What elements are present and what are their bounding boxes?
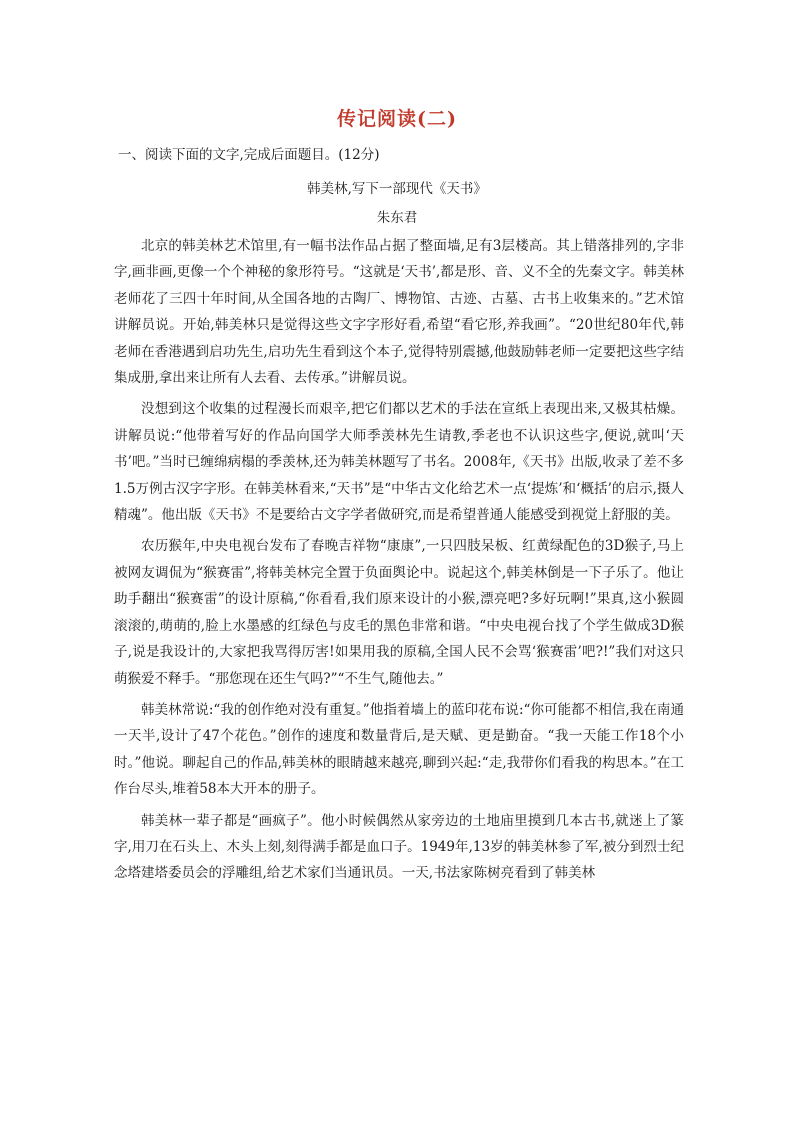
paragraph: 北京的韩美林艺术馆里,有一幅书法作品占据了整面墙,足有3层楼高。其上错落排列的,字非字,画非画,更像一个个神秘的象形符号。“这就是‘天书’,都是形、音、义不全的先秦文字。韩美林老师花了三四十年时间,从全国各地的古陶厂、博物馆、古迹、古墓、古书上收集来的。”艺术馆讲解员说。开始,韩美林只是觉得这些文字字形好看,希望“看它形,养我画”。“20世纪80年代,韩老师在香港遇到启功先生,启功先生看到这个本子,觉得特别震撼,他鼓励韩老师一定要把这些字结集成册,拿出来让所有人去看、去传承。”讲解员说。 [114, 238, 684, 387]
question-prompt: 一、阅读下面的文字,完成后面题目。(12分) [118, 147, 380, 163]
article-body [114, 233, 684, 892]
paragraph: 韩美林一辈子都是“画疯子”。他小时候偶然从家旁边的土地庙里摸到几本古书,就迷上了篆字,用刀在石头上、木头上刻,刻得满手都是血口子。1949年,13岁的韩美林参了军,被分到烈士纪念塔建塔委员会的浮雕组,给艺术家们当通讯员。一天,书法家陈树亮看到了韩美林 [114, 812, 684, 882]
page-title: 传记阅读(二) [337, 108, 457, 130]
article-author: 朱东君 [376, 210, 418, 226]
paragraph: 韩美林常说:“我的创作绝对没有重复。”他指着墙上的蓝印花布说:“你可能都不相信,我在南通一天半,设计了47个花色。”创作的速度和数量背后,是天赋、更是勤奋。“我一天能工作18个小时。”他说。聊起自己的作品,韩美林的眼睛越来越亮,聊到兴起:“走,我带你们看我的构思本。”在工作台尽头,堆着58本大开本的册子。 [114, 701, 684, 798]
paragraph: 没想到这个收集的过程漫长而艰辛,把它们都以艺术的手法在宣纸上表现出来,又极其枯燥。讲解员说:“他带着写好的作品向国学大师季羡林先生请教,季老也不认识这些字,便说,就叫‘天书’吧。”当时已缠绵病榻的季羡林,还为韩美林题写了书名。2008年,《天书》出版,收录了差不多1.5万例古汉字字形。在韩美林看来,“天书”是“中华古文化给艺术一点‘提炼’和‘概括’的启示,摄人精魂”。他出版《天书》不是要给古文字学者做研究,而是希望普通人能感受到视觉上舒服的美。 [114, 401, 684, 524]
paragraph: 农历猴年,中央电视台发布了春晚吉祥物“康康”,一只四肢呆板、红黄绿配色的3D猴子,马上被网友调侃为“猴赛雷”,将韩美林完全置于负面舆论中。说起这个,韩美林倒是一下子乐了。他让助手翻出“猴赛雷”的设计原稿,“你看看,我们原来设计的小猴,漂亮吧?多好玩啊!”果真,这小猴圆滚滚的,萌萌的,脸上水墨感的红绿色与皮毛的黑色非常和谐。“中央电视台找了个学生做成3D猴子,说是我设计的,大家把我骂得厉害!如果用我的原稿,全国人民不会骂‘猴赛雷’吧?!”我们对这只萌猴爱不释手。“那您现在还生气吗?”“不生气,随他去。” [114, 538, 684, 687]
article-title: 韩美林,写下一部现代《天书》 [307, 181, 487, 197]
